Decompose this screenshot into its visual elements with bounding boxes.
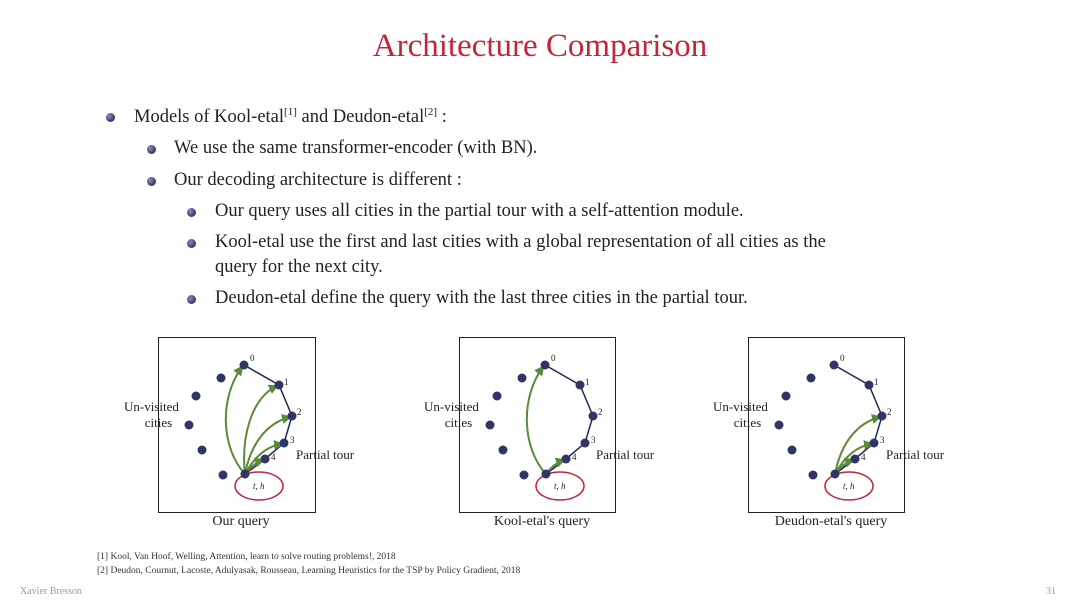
query-label: t, h (554, 481, 566, 491)
unvisited-label (713, 399, 768, 431)
tour-index: 3 (290, 435, 295, 445)
reference-1: [1] Kool, Van Hoof, Welling, Attention, learn to solve routing problems!, 2018 (97, 552, 396, 562)
graph-kool-query (460, 338, 615, 512)
unvisited-line1: Un-visited (424, 399, 479, 414)
tour-index: 2 (297, 407, 302, 417)
bullet-kool-line1: Kool-etal use the first and last cities with a global representation of all cities as the (215, 232, 826, 252)
tour-index: 2 (598, 407, 603, 417)
tour-index: 0 (840, 353, 845, 363)
figure-deudon-query (748, 337, 905, 513)
figure-kool-query (459, 337, 616, 513)
unvisited-label (424, 399, 479, 431)
bullet-dot (147, 177, 156, 186)
bullet-models (134, 106, 447, 128)
bullet-encoder: We use the same transformer-encoder (with BN). (174, 138, 538, 158)
partial-tour-label: Partial tour (596, 447, 655, 462)
bullet-dot (106, 113, 115, 122)
bullet-text: Models of Kool-etal (134, 107, 285, 128)
citation-1: [1] (284, 106, 297, 118)
tour-index: 1 (284, 377, 289, 387)
tour-index: 2 (887, 407, 892, 417)
bullet-dot (187, 208, 196, 217)
bullet-kool-line2: query for the next city. (215, 257, 383, 277)
tour-index: 4 (271, 452, 276, 462)
figure-caption: Deudon-etal's query (774, 514, 888, 529)
bullet-text: : (437, 107, 447, 128)
figure-our-query (158, 337, 316, 513)
slide-title: Architecture Comparison (372, 28, 708, 64)
unvisited-line2: cities (733, 415, 762, 430)
partial-tour-label: Partial tour (886, 447, 945, 462)
tour-index: 1 (874, 377, 879, 387)
footer-author: Xavier Bresson (20, 586, 82, 597)
unvisited-label (124, 399, 179, 431)
bullet-dot (147, 145, 156, 154)
figure-caption: Kool-etal's query (493, 514, 591, 529)
tour-index: 4 (572, 452, 577, 462)
tour-index: 0 (551, 353, 556, 363)
figure-caption: Our query (212, 514, 270, 529)
bullet-dot (187, 295, 196, 304)
unvisited-line2: cities (444, 415, 473, 430)
tour-index: 3 (591, 435, 596, 445)
reference-2: [2] Deudon, Cournut, Lacoste, Adulyasak, Rousseau, Learning Heuristics for the TSP by Policy Gradient, 2018 (97, 566, 521, 576)
bullet-dot (187, 239, 196, 248)
tour-index: 0 (250, 353, 255, 363)
bullet-our-query: Our query uses all cities in the partial tour with a self-attention module. (215, 201, 744, 221)
bullet-deudon: Deudon-etal define the query with the last three cities in the partial tour. (215, 288, 748, 308)
tour-index: 1 (585, 377, 590, 387)
unvisited-line1: Un-visited (713, 399, 768, 414)
graph-our-query (159, 338, 315, 512)
tour-index: 4 (861, 452, 866, 462)
unvisited-line2: cities (144, 415, 173, 430)
query-label: t, h (843, 481, 855, 491)
tour-index: 3 (880, 435, 885, 445)
unvisited-line1: Un-visited (124, 399, 179, 414)
partial-tour-label: Partial tour (296, 447, 355, 462)
graph-deudon-query (749, 338, 904, 512)
citation-2: [2] (424, 106, 438, 118)
footer-page-number: 31 (1046, 586, 1056, 597)
query-label: t, h (253, 481, 265, 491)
bullet-decoding: Our decoding architecture is different : (174, 170, 462, 190)
bullet-text: and Deudon-etal (296, 107, 425, 128)
